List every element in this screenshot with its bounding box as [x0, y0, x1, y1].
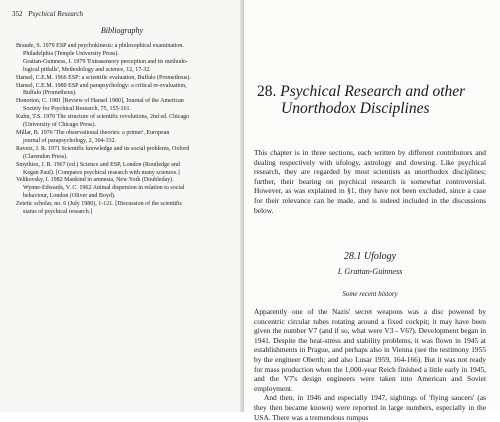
- reference-line: Hansel, C.E.M. 1966 ESP: a scientific evaluation, Buffalo (Prometheus).: [16, 74, 191, 81]
- section-title: 28.1 Ufology: [343, 251, 397, 262]
- running-head-title: Psychical Research: [28, 10, 83, 18]
- reference-line: (Clarendon Press).: [23, 153, 68, 160]
- chapter-intro-paragraph: This chapter is in three sections, each written by different contributors and dealing respectively with ufology, astrology and dowsing. Like psychical research, they are regarded by most scientists as unorthodox disciplines; further, their bearing on psychical research is somewhat controversial. However, as was explained in §1, they have not been excluded, since a case for their relevance can be made, and is indeed included in the discussions below.: [254, 148, 486, 215]
- body-paragraph: Apparently one of the Nazis' secret weapons was a disc powered by concentric circular tubes rotating around a fixed cockpit; it may have been given the number V7 (and if so, what were V3 - V6?). Development began in 1941. Despite the heat-stress and stability problems, it was flown in 1945 at establishments in Prague, and perhaps also in Vienna (see the testimony 1955 by the engineer Oberth; and also Lusar 1959, 164-166). But it was not ready for mass production when the 1,000-year Reich finished a little early in 1945, and the V7's design engineers were taken into American and Soviet employment.: [254, 307, 486, 393]
- left-page: [0, 0, 244, 412]
- reference-line: Wynne-Edwards, V. C. 1962 Animal dispersion in relation to social: [23, 185, 185, 192]
- running-head: [12, 10, 83, 18]
- subsection-heading: Some recent history: [342, 290, 398, 298]
- chapter-number: 28.: [257, 83, 277, 100]
- section-body: [254, 307, 486, 422]
- reference-line: Kegan Paul). [Compares psychical research with many sciences.]: [23, 169, 180, 176]
- reference-line: Grattan-Guinness, I. 1979 'Extrasensory perception and its methodo-: [23, 58, 188, 65]
- reference-line: Buffalo (Prometheus).: [23, 90, 77, 97]
- reference-line: Hansel, C.E.M. 1980 ESP and parapsychology: a critical re-evaluation,: [16, 82, 187, 89]
- reference-line: Velikovsky, I. 1982 Mankind in amnesia, New York (Doubleday).: [16, 177, 174, 184]
- chapter-title-line-1: Psychical Research and other: [280, 83, 466, 100]
- page-number: 352: [12, 10, 23, 18]
- reference-list: [16, 43, 228, 217]
- chapter-title: [257, 83, 477, 117]
- reference-line: Zetetic scholar, no. 6 (July 1980), 1-121. [Discussion of the scientific: [16, 201, 183, 208]
- reference-line: (University of Chicago Press).: [23, 122, 96, 129]
- reference-line: Society for Psychical Research, 75, 155-161.: [23, 106, 131, 113]
- reference-line: Kuhn, T.S. 1970 The structure of scientific revolutions, 2nd ed. Chicago: [16, 114, 190, 121]
- reference-line: status of psychical research.]: [23, 209, 93, 216]
- body-paragraph: And then, in 1946 and especially 1947, sightings of 'flying saucers' (as they then became known) were reported in large numbers, especially in the USA. There was a tremendous rumpus: [254, 393, 486, 422]
- reference-line: Braude, S. 1979 ESP and psychokinesis: a philosophical examination.: [16, 43, 184, 49]
- reference-line: Smythies, J. R. 1967 (ed.) Science and ESP, London (Routledge and: [16, 161, 180, 168]
- right-page: [244, 0, 500, 422]
- bibliography-heading: Bibliography: [100, 26, 144, 35]
- section-author: I. Grattan-Guinness: [337, 267, 403, 276]
- reference-line: Honorton, C. 1981 [Review of Hansel 1980], Journal of the American: [16, 98, 184, 105]
- reference-line: Philadelphia (Temple University Press).: [23, 50, 119, 57]
- reference-line: behaviour, London (Oliver and Boyd).: [23, 193, 116, 200]
- reference-line: Millar, B. 1976 'The observational theories: a primer', European: [16, 129, 170, 136]
- reference-line: journal of parapsychology, 2, 304-332.: [23, 137, 117, 144]
- reference-line: logical pitfalls', Methodology and science, 12, 17-32.: [23, 66, 151, 73]
- reference-line: Ravetz, J. R. 1971 Scientific knowledge and its social problems, Oxford: [16, 145, 190, 152]
- chapter-title-line-2: Unorthodox Disciplines: [281, 100, 430, 117]
